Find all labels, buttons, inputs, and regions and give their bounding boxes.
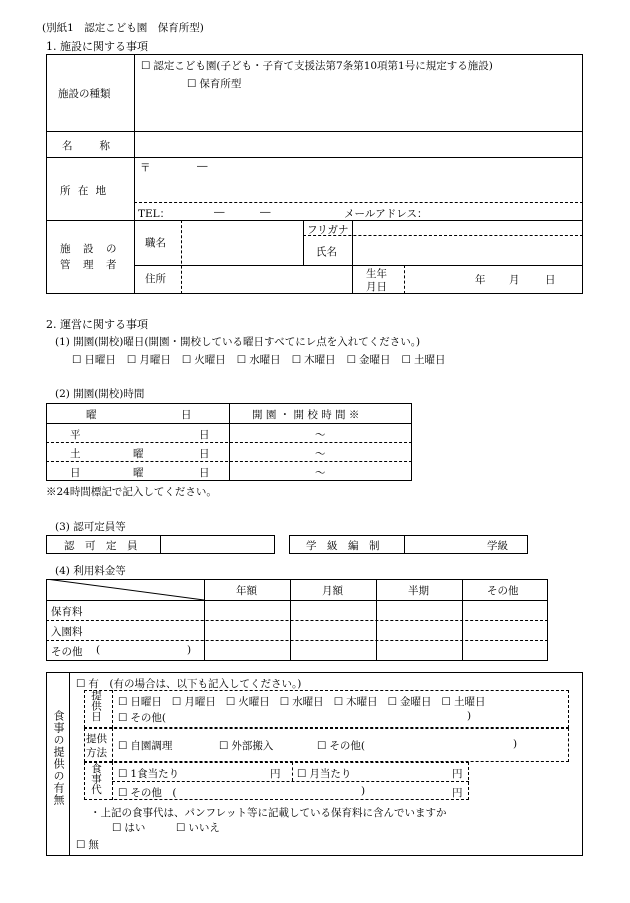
hours-row-weekday-l: 平 (70, 429, 81, 441)
job-title-label: 職名 (145, 237, 166, 249)
class-label: 学 級 編 制 (306, 540, 380, 552)
hours-note: ※24時間標記で記入してください。 (46, 486, 217, 498)
postal-mark: 〒 (140, 162, 151, 174)
meal-cost-other-close: ) (361, 785, 366, 797)
meal-no[interactable]: ☐ 無 (76, 837, 99, 852)
meal-method-other[interactable]: ☐ その他( (317, 738, 365, 753)
day-thu[interactable]: ☐ 木曜日 (292, 354, 336, 366)
meal-day-mon[interactable]: ☐ 月曜日 (172, 696, 216, 708)
meal-cost-per-month[interactable]: ☐ 月当たり (297, 766, 351, 781)
hours-row-sat-m: 曜 (133, 448, 144, 460)
meal-method-inhouse[interactable]: ☐ 自園調理 (118, 738, 172, 753)
meal-day-sat[interactable]: ☐ 土曜日 (442, 696, 486, 708)
form-header: (別紙1 認定こども園 保育所型) (42, 22, 204, 34)
meal-cost-other[interactable]: ☐ その他 ( (118, 785, 177, 800)
day-wed[interactable]: ☐ 水曜日 (237, 354, 281, 366)
class-unit: 学級 (487, 540, 508, 552)
meal-side-label: 食事の提供の有無 (52, 710, 65, 806)
meal-cost-other-yen: 円 (452, 787, 463, 799)
capacity-title: (3) 認可定員等 (55, 521, 126, 533)
meal-day-thu[interactable]: ☐ 木曜日 (334, 696, 378, 708)
manager-label-1: 施 設 の (60, 243, 118, 255)
fee-col-annual: 年額 (236, 585, 257, 597)
fee-col-other: その他 (487, 585, 519, 597)
hours-head-day-l: 曜 (86, 409, 97, 421)
meal-method-label-1: 提供 (86, 733, 107, 745)
mail-label: メールアドレス： (344, 208, 428, 220)
meal-method-label-2: 方法 (86, 747, 107, 759)
meal-day-other-close: ) (467, 710, 472, 722)
hours-row-weekday-r: 日 (199, 429, 210, 441)
hours-row-sun-l: 日 (70, 467, 81, 479)
facility-table (46, 54, 583, 294)
hours-row-sat-r: 日 (199, 448, 210, 460)
meal-cost-label: 食事代 (90, 763, 102, 795)
meal-cost-per-month-yen: 円 (452, 768, 463, 780)
tel-dash-1: ― (214, 206, 225, 218)
hours-row-sat-l: 土 (70, 448, 81, 460)
birth-day: 日 (545, 274, 556, 286)
section-2-title: 2. 運営に関する事項 (46, 318, 148, 331)
day-fri[interactable]: ☐ 金曜日 (347, 354, 391, 366)
section-1-title: 1. 施設に関する事項 (46, 40, 148, 53)
tel-dash-2: ― (260, 206, 271, 218)
fee-row-childcare: 保育料 (51, 606, 83, 618)
day-sat[interactable]: ☐ 土曜日 (402, 354, 446, 366)
address-label: 所 在 地 (60, 185, 109, 197)
fee-other-paren-close: ) (187, 644, 192, 656)
fee-col-half: 半期 (408, 585, 429, 597)
hours-row-sun-time[interactable]: ～ (315, 467, 326, 479)
meal-included-question: ・上記の食事代は、パンフレット等に記載している保育料に含んでいますか (90, 807, 447, 819)
meal-day-sun[interactable]: ☐ 日曜日 (118, 696, 162, 708)
meal-method-close: ) (513, 738, 518, 750)
meal-included-no[interactable]: ☐ いいえ (176, 820, 220, 835)
capacity-field[interactable] (161, 536, 274, 553)
furigana-label: フリガナ (307, 224, 349, 236)
birth-label-2: 月日 (366, 281, 387, 293)
hours-head-time: 開 園 ・ 開 校 時 間 ※ (252, 409, 360, 421)
person-address-label: 住所 (145, 273, 166, 285)
hours-title: (2) 開園(開校)時間 (55, 388, 145, 400)
fee-col-monthly: 月額 (322, 585, 343, 597)
hours-row-sat-time[interactable]: ～ (315, 448, 326, 460)
birth-month: 月 (509, 274, 520, 286)
type-option-kodomoen[interactable]: ☐ 認定こども園(子ども・子育て支援法第7条第10項第1号に規定する施設) (141, 58, 493, 73)
type-option-hoikusho[interactable]: ☐ 保育所型 (187, 76, 241, 91)
name-label: 名 称 (62, 140, 112, 152)
birth-year: 年 (475, 274, 486, 286)
hours-head-day-r: 日 (181, 409, 192, 421)
meal-method-external[interactable]: ☐ 外部搬入 (219, 738, 273, 753)
meal-cost-per-meal[interactable]: ☐ 1食当たり (118, 766, 179, 781)
day-tue[interactable]: ☐ 火曜日 (182, 354, 226, 366)
hours-row-weekday-time[interactable]: ～ (315, 429, 326, 441)
person-name-label: 氏名 (316, 246, 337, 258)
meal-day-tue[interactable]: ☐ 火曜日 (226, 696, 270, 708)
meal-day-wed[interactable]: ☐ 水曜日 (280, 696, 324, 708)
meal-included-yes[interactable]: ☐ はい (112, 820, 145, 835)
day-mon[interactable]: ☐ 月曜日 (127, 354, 171, 366)
name-field[interactable] (135, 132, 582, 156)
day-sun[interactable]: ☐ 日曜日 (72, 354, 116, 366)
meal-yes[interactable]: ☐ 有 (有の場合は、以下も記入してください。) (76, 676, 301, 691)
meal-days-row (118, 694, 485, 709)
facility-type-label: 施設の種類 (58, 88, 111, 100)
open-days-row (72, 352, 445, 367)
capacity-label: 認 可 定 員 (64, 540, 138, 552)
manager-label-2: 管 理 者 (60, 259, 118, 271)
fee-other-paren-open: ( (96, 644, 101, 656)
fee-title: (4) 利用料金等 (55, 565, 126, 577)
meal-days-label: 提供日 (90, 690, 102, 722)
birth-label-1: 生年 (366, 268, 387, 280)
meal-day-other[interactable]: ☐ その他( (118, 710, 166, 725)
tel-label: TEL： (138, 208, 171, 220)
hours-row-sun-r: 日 (199, 467, 210, 479)
fee-row-entrance: 入園料 (51, 626, 83, 638)
meal-cost-per-meal-yen: 円 (270, 768, 281, 780)
fee-row-other: その他 (51, 646, 83, 658)
meal-day-fri[interactable]: ☐ 金曜日 (388, 696, 432, 708)
postal-dash: ― (197, 160, 208, 172)
open-days-title: (1) 開園(開校)曜日(開園・開校している曜日すべてにレ点を入れてください。) (55, 336, 421, 348)
hours-row-sun-m: 曜 (133, 467, 144, 479)
